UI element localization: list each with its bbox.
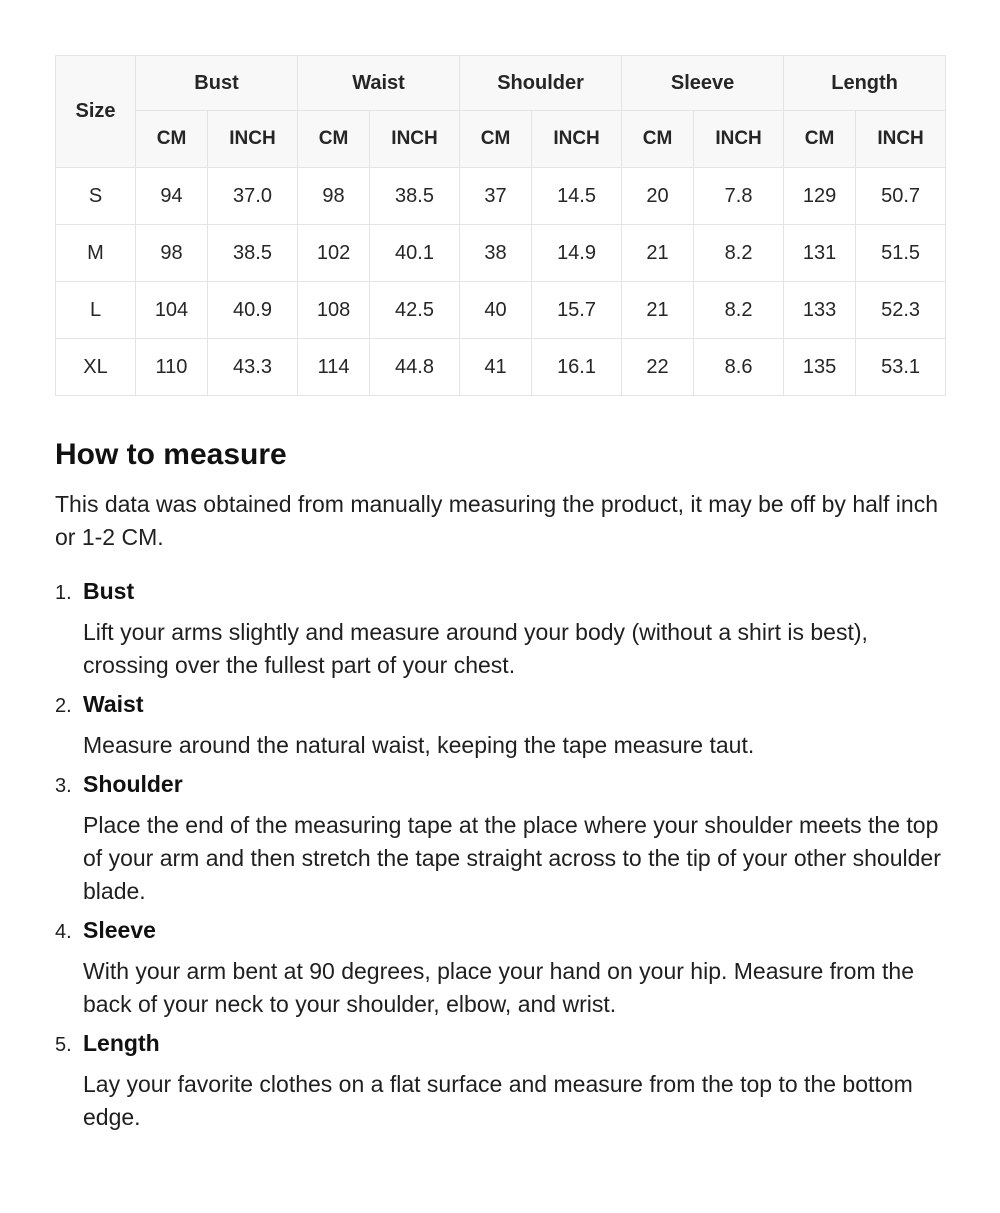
list-item-description: Measure around the natural waist, keeping the tape measure taut. [83, 732, 755, 758]
list-item-term: Waist [83, 691, 144, 717]
value-cell: 38.5 [370, 168, 460, 225]
how-to-measure-title: How to measure [55, 438, 287, 471]
column-header-bust: Bust [136, 56, 298, 111]
value-cell: 133 [784, 282, 856, 339]
unit-header-inch: INCH [370, 111, 460, 168]
value-cell: 14.5 [532, 168, 622, 225]
list-item-waist [55, 691, 945, 771]
value-cell: 22 [622, 339, 694, 396]
value-cell: 40 [460, 282, 532, 339]
value-cell: 110 [136, 339, 208, 396]
list-item-description: Lay your favorite clothes on a flat surface and measure from the top to the bottom edge. [83, 1071, 913, 1130]
list-item-term: Shoulder [83, 771, 183, 797]
list-item-length [55, 1030, 945, 1143]
value-cell: 52.3 [856, 282, 946, 339]
table-header-group-row [56, 56, 946, 111]
column-header-length: Length [784, 56, 946, 111]
how-to-measure-intro: This data was obtained from manually measuring the product, it may be off by half inch or 1-2 CM. [55, 491, 938, 550]
list-item-term: Length [83, 1030, 160, 1056]
value-cell: 42.5 [370, 282, 460, 339]
table-row-size-m [56, 225, 946, 282]
value-cell: 98 [298, 168, 370, 225]
list-item-shoulder [55, 771, 945, 917]
list-item-number: 2. [55, 695, 72, 717]
value-cell: 43.3 [208, 339, 298, 396]
value-cell: 20 [622, 168, 694, 225]
value-cell: 37.0 [208, 168, 298, 225]
unit-header-inch: INCH [694, 111, 784, 168]
size-cell: M [56, 225, 136, 282]
value-cell: 40.1 [370, 225, 460, 282]
unit-header-inch: INCH [532, 111, 622, 168]
unit-header-cm: CM [136, 111, 208, 168]
value-cell: 37 [460, 168, 532, 225]
value-cell: 102 [298, 225, 370, 282]
list-item-bust [55, 578, 945, 691]
value-cell: 21 [622, 282, 694, 339]
value-cell: 8.6 [694, 339, 784, 396]
value-cell: 108 [298, 282, 370, 339]
value-cell: 131 [784, 225, 856, 282]
value-cell: 21 [622, 225, 694, 282]
list-item-body [83, 578, 945, 691]
table-row-size-l [56, 282, 946, 339]
list-item-description: Lift your arms slightly and measure around your body (without a shirt is best), crossing over the fullest part of your chest. [83, 619, 868, 678]
value-cell: 16.1 [532, 339, 622, 396]
list-item-number: 3. [55, 775, 72, 797]
unit-header-inch: INCH [208, 111, 298, 168]
column-header-sleeve: Sleeve [622, 56, 784, 111]
value-cell: 41 [460, 339, 532, 396]
table-row-size-s [56, 168, 946, 225]
value-cell: 44.8 [370, 339, 460, 396]
value-cell: 38 [460, 225, 532, 282]
list-item-sleeve [55, 917, 945, 1030]
value-cell: 7.8 [694, 168, 784, 225]
value-cell: 8.2 [694, 282, 784, 339]
value-cell: 8.2 [694, 225, 784, 282]
value-cell: 104 [136, 282, 208, 339]
list-item-description: With your arm bent at 90 degrees, place your hand on your hip. Measure from the back of your neck to your shoulder, elbow, and wrist. [83, 958, 914, 1017]
measure-instructions-list [55, 578, 945, 1143]
table-row-size-xl [56, 339, 946, 396]
list-item-number: 4. [55, 921, 72, 943]
value-cell: 114 [298, 339, 370, 396]
list-item-number: 5. [55, 1034, 72, 1056]
unit-header-cm: CM [784, 111, 856, 168]
size-cell: XL [56, 339, 136, 396]
value-cell: 53.1 [856, 339, 946, 396]
column-header-size: Size [56, 56, 136, 168]
list-item-body [83, 1030, 945, 1143]
unit-header-cm: CM [460, 111, 532, 168]
list-item-body [83, 917, 945, 1030]
size-chart-table [55, 55, 946, 396]
value-cell: 51.5 [856, 225, 946, 282]
size-cell: L [56, 282, 136, 339]
value-cell: 15.7 [532, 282, 622, 339]
value-cell: 129 [784, 168, 856, 225]
list-item-body [83, 691, 945, 771]
value-cell: 98 [136, 225, 208, 282]
value-cell: 50.7 [856, 168, 946, 225]
size-cell: S [56, 168, 136, 225]
value-cell: 94 [136, 168, 208, 225]
value-cell: 40.9 [208, 282, 298, 339]
list-item-term: Bust [83, 578, 135, 604]
table-header-unit-row [56, 111, 946, 168]
list-item-term: Sleeve [83, 917, 156, 943]
value-cell: 14.9 [532, 225, 622, 282]
unit-header-cm: CM [622, 111, 694, 168]
unit-header-inch: INCH [856, 111, 946, 168]
list-item-description: Place the end of the measuring tape at the place where your shoulder meets the top of your arm and then stretch the tape straight across to the tip of your other shoulder blade. [83, 812, 941, 904]
unit-header-cm: CM [298, 111, 370, 168]
column-header-waist: Waist [298, 56, 460, 111]
column-header-shoulder: Shoulder [460, 56, 622, 111]
list-item-body [83, 771, 945, 917]
list-item-number: 1. [55, 582, 72, 604]
value-cell: 38.5 [208, 225, 298, 282]
value-cell: 135 [784, 339, 856, 396]
